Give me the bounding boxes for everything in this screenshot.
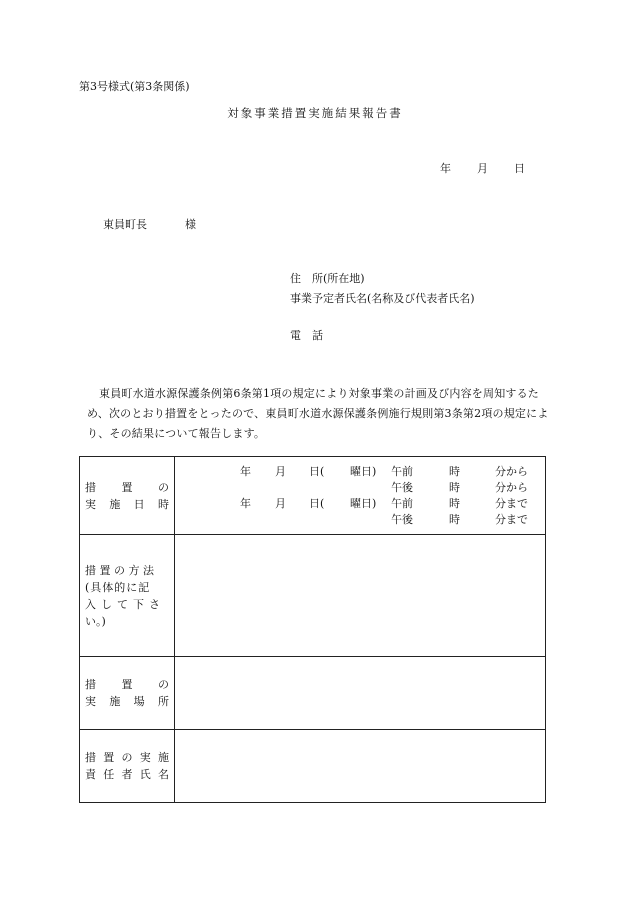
place-label bbox=[80, 657, 175, 730]
place-label-line2: 実 施 場 所 bbox=[85, 695, 169, 708]
method-label-line2: (具体的に記 bbox=[85, 580, 151, 594]
place-value[interactable] bbox=[175, 657, 546, 730]
date-day: 日 bbox=[514, 162, 525, 175]
method-label-line1: 措置の方法 bbox=[85, 563, 158, 577]
body-paragraph: 東員町水道水源保護条例第6条第1項の規定により対象事業の計画及び内容を周知するため、次のとおり措置をとったので、東員町水道水源保護条例施行規則第3条第2項の規定により、その結果について報告します。 bbox=[87, 387, 549, 440]
method-label-line4: い。) bbox=[85, 614, 106, 628]
schedule-label-line1: 措 置 の bbox=[85, 480, 169, 494]
method-row bbox=[80, 535, 546, 657]
place-row bbox=[80, 657, 546, 730]
applicant-block bbox=[290, 272, 475, 312]
addressee bbox=[103, 218, 196, 232]
schedule-start-pm-line: 午後 時 分から bbox=[391, 481, 528, 494]
schedule-row bbox=[80, 457, 546, 535]
addressee-name: 東員町長 bbox=[103, 218, 147, 231]
person-row bbox=[80, 730, 546, 803]
schedule-label-line2: 実 施 日 時 bbox=[85, 497, 169, 511]
report-table bbox=[79, 456, 546, 803]
method-value[interactable] bbox=[175, 535, 546, 657]
schedule-end-line: 年 月 日( 曜日) 午前 時 分まで bbox=[240, 497, 528, 510]
person-value[interactable] bbox=[175, 730, 546, 803]
date-month: 月 bbox=[477, 162, 488, 175]
schedule-end-pm-line: 午後 時 分まで bbox=[391, 513, 528, 526]
body-text bbox=[87, 384, 549, 444]
schedule-value bbox=[175, 457, 546, 535]
person-label bbox=[80, 730, 175, 803]
phone-label: 電 話 bbox=[290, 329, 323, 342]
method-label bbox=[80, 535, 175, 657]
method-label-line3: 入して下さ bbox=[85, 597, 165, 611]
place-label-line1: 措 置 の bbox=[85, 678, 169, 691]
address-label: 住 所(所在地) bbox=[290, 272, 365, 285]
form-number: 第3号様式(第3条関係) bbox=[79, 80, 190, 93]
date-line bbox=[440, 162, 525, 176]
date-year: 年 bbox=[440, 162, 451, 175]
schedule-start-line: 年 月 日( 曜日) 午前 時 分から bbox=[240, 465, 528, 478]
addressee-honorific: 様 bbox=[185, 218, 196, 231]
schedule-label bbox=[80, 457, 175, 535]
person-label-line2: 責 任 者 氏 名 bbox=[85, 768, 169, 781]
document-title: 対象事業措置実施結果報告書 bbox=[227, 106, 403, 120]
person-label-line1: 措 置 の 実 施 bbox=[85, 751, 169, 764]
applicant-name-label: 事業予定者氏名(名称及び代表者氏名) bbox=[290, 292, 475, 305]
